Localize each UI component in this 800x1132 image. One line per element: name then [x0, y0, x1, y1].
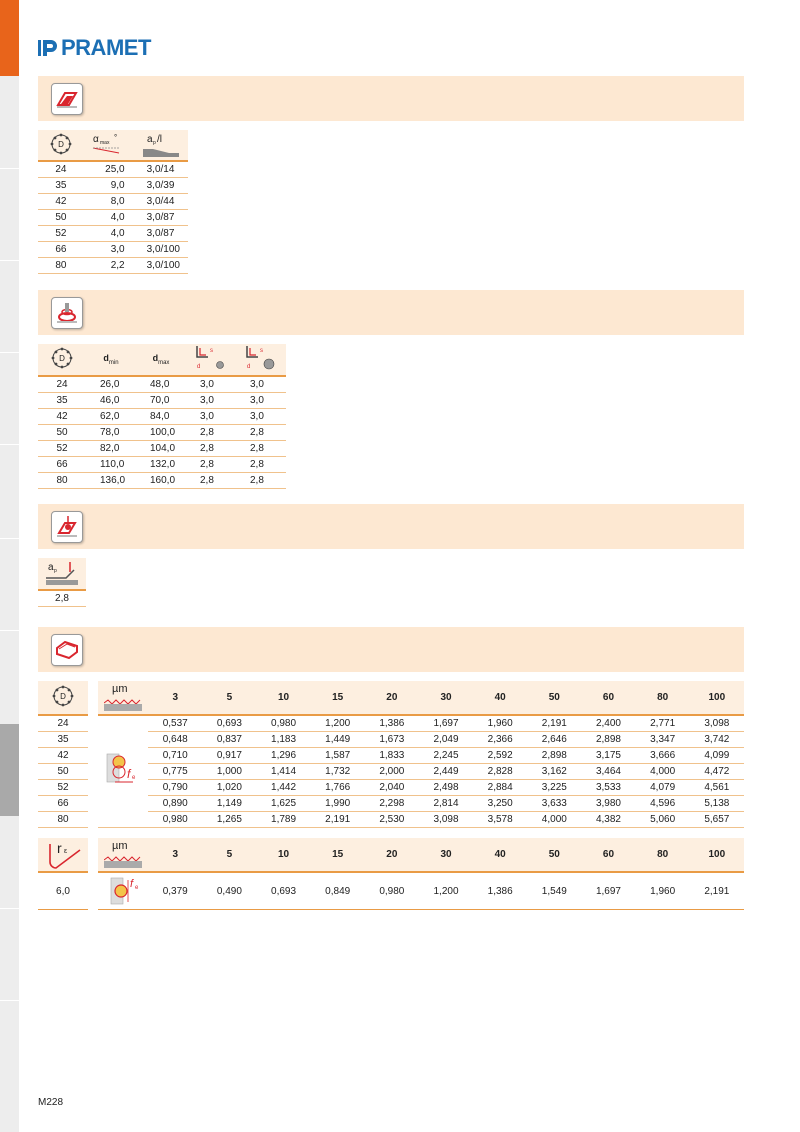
roughness-value-cell: 2,040: [365, 780, 419, 796]
roughness-value-cell: 0,980: [256, 715, 310, 732]
smax-dmax-header: [236, 344, 286, 376]
table-cell: 66: [38, 457, 86, 473]
svg-text:D: D: [59, 354, 65, 363]
table-cell: 80: [38, 258, 84, 274]
wiper-value-cell: 0,490: [202, 872, 256, 910]
roughness-column-header: 60: [581, 681, 635, 715]
roughness-value-cell: 0,890: [148, 796, 202, 812]
roughness-value-cell: 0,648: [148, 732, 202, 748]
table-row: [98, 764, 744, 780]
roughness-value-cell: 4,099: [690, 748, 744, 764]
table-row: [38, 258, 188, 274]
icon-spacer-cell: [98, 796, 148, 812]
roughness-table-body: [98, 715, 744, 828]
roughness-column-header: 20: [365, 681, 419, 715]
diameter-icon: [47, 132, 75, 156]
svg-text:/l: /l: [157, 133, 163, 145]
table-cell: 70,0: [136, 393, 186, 409]
table-cell: 48,0: [136, 376, 186, 393]
wiper-column-header: 20: [365, 838, 419, 872]
table-cell: 3,0/39: [135, 178, 188, 194]
corner-radius-icon: [46, 842, 84, 870]
table-row: [38, 732, 88, 748]
roughness-value-cell: 3,464: [581, 764, 635, 780]
wiper-value-cell: 0,693: [256, 872, 310, 910]
roughness-value-cell: 2,814: [419, 796, 473, 812]
ap-header: [38, 558, 86, 590]
surface-roughness-icon: [51, 634, 83, 666]
smax-dmin-header: [186, 344, 236, 376]
table-cell: 2,8: [186, 425, 236, 441]
side-tab-divider: [0, 908, 19, 909]
roughness-value-cell: 3,666: [636, 748, 690, 764]
roughness-value-cell: 1,587: [311, 748, 365, 764]
table-row: [38, 715, 88, 732]
wiper-column-header: 5: [202, 838, 256, 872]
helical-interpolation-icon: [51, 297, 83, 329]
dmax-header: [136, 344, 186, 376]
dmin-sub: min: [108, 359, 119, 366]
side-tab-divider: [0, 630, 19, 631]
smax-dmax-icon: [244, 344, 278, 372]
table-row: [38, 812, 88, 828]
table-cell: 2,8: [186, 441, 236, 457]
roughness-value-cell: 2,530: [365, 812, 419, 828]
table-row: [38, 409, 286, 425]
roughness-value-cell: 1,732: [311, 764, 365, 780]
roughness-value-cell: 2,498: [419, 780, 473, 796]
dmax-sub: max: [158, 359, 170, 366]
roughness-value-cell: 2,400: [581, 715, 635, 732]
roughness-value-cell: 3,533: [581, 780, 635, 796]
roughness-value-cell: 1,149: [202, 796, 256, 812]
table-row: [38, 473, 286, 489]
micron-unit: µm: [112, 683, 128, 695]
svg-text:p: p: [153, 139, 157, 146]
roughness-column-header: 100: [690, 681, 744, 715]
side-tab-active: [0, 0, 19, 76]
roughness-column-header: 50: [527, 681, 581, 715]
roughness-value-cell: 3,162: [527, 764, 581, 780]
table-cell: 84,0: [136, 409, 186, 425]
table-cell: 3,0/100: [135, 258, 188, 274]
feed-wiper-icon: [110, 876, 142, 906]
wiper-header-row: [98, 838, 744, 872]
table-cell: 35: [38, 393, 86, 409]
wiper-value-cell: 1,697: [581, 872, 635, 910]
roughness-value-cell: 4,079: [636, 780, 690, 796]
roughness-value-cell: 3,175: [581, 748, 635, 764]
roughness-value-cell: 1,442: [256, 780, 310, 796]
table-cell: 3,0/44: [135, 194, 188, 210]
roughness-value-cell: 1,833: [365, 748, 419, 764]
roughness-value-cell: 2,245: [419, 748, 473, 764]
table-row: [38, 376, 286, 393]
feed-per-tooth-icon: [106, 752, 138, 786]
roughness-value-cell: 1,000: [202, 764, 256, 780]
helical-table: [38, 344, 286, 489]
table-cell: 136,0: [86, 473, 136, 489]
table-cell: 62,0: [86, 409, 136, 425]
wiper-column-header: 10: [256, 838, 310, 872]
side-tab-current-section: [0, 724, 19, 816]
diameter-icon: [48, 346, 76, 370]
table-cell: 24: [38, 161, 84, 178]
wiper-column-header: 50: [527, 838, 581, 872]
table-cell: 78,0: [86, 425, 136, 441]
side-tab-divider: [0, 352, 19, 353]
table-row: [38, 457, 286, 473]
alpha-max-header: [84, 130, 135, 161]
wiper-column-header: 15: [311, 838, 365, 872]
side-tab-divider: [0, 168, 19, 169]
table-cell: 42: [38, 194, 84, 210]
table-cell: 46,0: [86, 393, 136, 409]
roughness-profile-icon: [104, 854, 142, 868]
roughness-value-cell: 4,382: [581, 812, 635, 828]
roughness-value-cell: 2,884: [473, 780, 527, 796]
roughness-value-cell: 2,592: [473, 748, 527, 764]
table-row: [38, 393, 286, 409]
fe-label: f: [127, 767, 131, 781]
wiper-column-header: 3: [148, 838, 202, 872]
roughness-value-cell: 4,596: [636, 796, 690, 812]
table-cell: 52: [38, 226, 84, 242]
table-row: [38, 796, 88, 812]
roughness-value-cell: 1,766: [311, 780, 365, 796]
table-row: [98, 812, 744, 828]
table-row: [38, 764, 88, 780]
roughness-diameter-body: [38, 715, 88, 828]
icon-spacer-cell: [98, 715, 148, 732]
table-cell: 3,0/87: [135, 226, 188, 242]
roughness-value-cell: 1,449: [311, 732, 365, 748]
roughness-value-cell: 1,296: [256, 748, 310, 764]
roughness-column-header: 80: [636, 681, 690, 715]
roughness-value-cell: 4,000: [636, 764, 690, 780]
table-cell: 9,0: [84, 178, 135, 194]
table-row: [38, 780, 88, 796]
roughness-value-cell: 5,060: [636, 812, 690, 828]
roughness-value-cell: 1,386: [365, 715, 419, 732]
table-cell: 3,0: [236, 393, 286, 409]
table-cell: 3,0: [186, 409, 236, 425]
diameter-cell: 66: [38, 796, 88, 812]
table-cell: 24: [38, 376, 86, 393]
diameter-header: [38, 344, 86, 376]
r-sub: ε: [64, 848, 68, 855]
wiper-value-cell: 0,379: [148, 872, 202, 910]
roughness-value-cell: 1,960: [473, 715, 527, 732]
table-cell: 50: [38, 425, 86, 441]
corner-radius-table: [38, 838, 88, 910]
svg-text:α: α: [93, 133, 100, 145]
plunging-table: [38, 558, 86, 607]
table-cell: 66: [38, 242, 84, 258]
roughness-value-cell: 2,191: [527, 715, 581, 732]
table-cell: 8,0: [84, 194, 135, 210]
wiper-values-row: [98, 872, 744, 910]
roughness-value-cell: 1,697: [419, 715, 473, 732]
diameter-header: [38, 681, 88, 715]
roughness-value-cell: 3,578: [473, 812, 527, 828]
side-tab-divider: [0, 1000, 19, 1001]
r-value: 6,0: [38, 872, 88, 910]
fe-label: f: [130, 878, 134, 890]
roughness-value-cell: 3,347: [636, 732, 690, 748]
roughness-diameter-table: [38, 681, 88, 828]
svg-text:s: s: [260, 348, 263, 354]
table-cell: 2,8: [186, 473, 236, 489]
wiper-column-header: 60: [581, 838, 635, 872]
wiper-value-cell: 1,386: [473, 872, 527, 910]
roughness-value-cell: 1,990: [311, 796, 365, 812]
diameter-symbol: D: [58, 139, 64, 149]
ramping-table: [38, 130, 188, 274]
dmin-header: [86, 344, 136, 376]
table-cell: 25,0: [84, 161, 135, 178]
wiper-value-cell: 1,200: [419, 872, 473, 910]
ramping-table-body: [38, 161, 188, 274]
side-tab-divider: [0, 260, 19, 261]
diameter-header: [38, 130, 84, 161]
roughness-column-header: 3: [148, 681, 202, 715]
table-cell: 2,8: [186, 457, 236, 473]
fe-sub: e: [135, 885, 139, 891]
diameter-cell: 42: [38, 748, 88, 764]
smax-dmin-icon: [194, 344, 228, 372]
roughness-value-cell: 3,980: [581, 796, 635, 812]
diameter-cell: 35: [38, 732, 88, 748]
table-cell: 3,0: [84, 242, 135, 258]
roughness-value-cell: 4,472: [690, 764, 744, 780]
micron-header: [98, 681, 148, 715]
table-cell: 2,8: [236, 441, 286, 457]
roughness-value-cell: 2,366: [473, 732, 527, 748]
table-cell: 104,0: [136, 441, 186, 457]
roughness-column-header: 15: [311, 681, 365, 715]
table-cell: 52: [38, 441, 86, 457]
side-tab-divider: [0, 538, 19, 539]
svg-text:d: d: [247, 364, 251, 370]
side-tab-divider: [0, 444, 19, 445]
table-cell: 3,0: [186, 376, 236, 393]
roughness-value-cell: 2,771: [636, 715, 690, 732]
roughness-value-cell: 3,225: [527, 780, 581, 796]
table-cell: 132,0: [136, 457, 186, 473]
table-cell: 82,0: [86, 441, 136, 457]
roughness-column-header: 5: [202, 681, 256, 715]
table-cell: 26,0: [86, 376, 136, 393]
roughness-value-cell: 2,298: [365, 796, 419, 812]
roughness-value-cell: 2,191: [311, 812, 365, 828]
svg-text:°: °: [114, 132, 118, 142]
roughness-value-cell: 1,673: [365, 732, 419, 748]
wiper-value-cell: 2,191: [690, 872, 744, 910]
wiper-feed-icon-cell: [98, 872, 148, 910]
ap-value: 2,8: [38, 590, 86, 607]
roughness-value-cell: 1,200: [311, 715, 365, 732]
roughness-value-cell: 2,828: [473, 764, 527, 780]
table-cell: 100,0: [136, 425, 186, 441]
roughness-value-cell: 1,020: [202, 780, 256, 796]
wiper-column-header: 30: [419, 838, 473, 872]
ramping-icon: [51, 83, 83, 115]
roughness-value-cell: 2,898: [581, 732, 635, 748]
svg-text:d: d: [197, 364, 201, 370]
roughness-column-header: 10: [256, 681, 310, 715]
plunging-icon: [51, 511, 83, 543]
table-row: [38, 178, 188, 194]
ap-l-header: [135, 130, 188, 161]
svg-text:s: s: [210, 348, 213, 354]
wiper-value-cell: 0,980: [365, 872, 419, 910]
table-cell: 3,0: [186, 393, 236, 409]
diameter-icon: [49, 684, 77, 708]
roughness-value-cell: 5,138: [690, 796, 744, 812]
roughness-value-cell: 3,633: [527, 796, 581, 812]
table-cell: 42: [38, 409, 86, 425]
table-cell: 80: [38, 473, 86, 489]
roughness-table: [98, 681, 744, 828]
table-row: [38, 242, 188, 258]
table-row: [38, 194, 188, 210]
roughness-value-cell: 0,537: [148, 715, 202, 732]
roughness-value-cell: 0,775: [148, 764, 202, 780]
wiper-value-cell: 1,549: [527, 872, 581, 910]
table-cell: 4,0: [84, 226, 135, 242]
roughness-value-cell: 2,000: [365, 764, 419, 780]
roughness-value-cell: 1,183: [256, 732, 310, 748]
table-row: [38, 226, 188, 242]
wiper-roughness-table: [98, 838, 744, 910]
svg-text:a: a: [147, 133, 153, 145]
brand-logo: [38, 36, 151, 60]
table-cell: 2,2: [84, 258, 135, 274]
svg-text:a: a: [48, 562, 54, 573]
wiper-column-header: 40: [473, 838, 527, 872]
diameter-cell: 24: [38, 715, 88, 732]
diameter-cell: 52: [38, 780, 88, 796]
side-tabs: [0, 0, 19, 1132]
ap-depth-icon: [44, 558, 80, 586]
roughness-profile-icon: [104, 697, 142, 711]
wiper-column-header: 100: [690, 838, 744, 872]
svg-text:D: D: [60, 692, 66, 701]
roughness-value-cell: 2,898: [527, 748, 581, 764]
roughness-value-cell: 2,646: [527, 732, 581, 748]
section-header-ramping: [38, 76, 744, 121]
section-header-plunging: [38, 504, 744, 549]
dmax-label: d: [152, 353, 159, 364]
table-cell: 2,8: [236, 473, 286, 489]
table-cell: 3,0/100: [135, 242, 188, 258]
table-row: [38, 748, 88, 764]
roughness-value-cell: 2,449: [419, 764, 473, 780]
table-row: [98, 780, 744, 796]
roughness-value-cell: 3,250: [473, 796, 527, 812]
table-cell: 3,0: [236, 409, 286, 425]
table-cell: 3,0/87: [135, 210, 188, 226]
table-cell: 3,0: [236, 376, 286, 393]
roughness-header-row: [98, 681, 744, 715]
roughness-value-cell: 2,049: [419, 732, 473, 748]
wiper-column-header: 80: [636, 838, 690, 872]
page-number: M228: [38, 1097, 64, 1108]
table-row: [38, 210, 188, 226]
table-row: [38, 441, 286, 457]
roughness-value-cell: 3,098: [690, 715, 744, 732]
wiper-value-cell: 0,849: [311, 872, 365, 910]
icon-spacer-cell: [98, 812, 148, 828]
micron-header: [98, 838, 148, 872]
fe-sub: e: [132, 775, 136, 781]
roughness-value-cell: 1,625: [256, 796, 310, 812]
table-cell: 4,0: [84, 210, 135, 226]
svg-text:max: max: [100, 139, 110, 146]
roughness-value-cell: 3,742: [690, 732, 744, 748]
table-cell: 2,8: [236, 457, 286, 473]
roughness-value-cell: 1,265: [202, 812, 256, 828]
micron-unit: µm: [112, 840, 128, 852]
diameter-cell: 80: [38, 812, 88, 828]
table-cell: 35: [38, 178, 84, 194]
ap-l-icon: [141, 131, 181, 157]
roughness-value-cell: 0,917: [202, 748, 256, 764]
roughness-value-cell: 4,561: [690, 780, 744, 796]
roughness-column-header: 40: [473, 681, 527, 715]
wiper-value-cell: 1,960: [636, 872, 690, 910]
roughness-value-cell: 0,790: [148, 780, 202, 796]
dmin-label: d: [103, 353, 109, 364]
pramet-logo-icon: [38, 38, 58, 58]
table-cell: 3,0/14: [135, 161, 188, 178]
r-label: r: [57, 840, 62, 856]
ramp-angle-icon: [89, 131, 129, 157]
table-row: [98, 732, 744, 748]
table-cell: 160,0: [136, 473, 186, 489]
roughness-value-cell: 0,710: [148, 748, 202, 764]
section-header-surface-roughness: [38, 627, 744, 672]
roughness-value-cell: 1,414: [256, 764, 310, 780]
roughness-value-cell: 0,980: [148, 812, 202, 828]
roughness-value-cell: 0,837: [202, 732, 256, 748]
helical-table-body: [38, 376, 286, 489]
roughness-column-header: 30: [419, 681, 473, 715]
icon-spacer-cell: [98, 732, 148, 748]
brand-name: PRAMET: [61, 35, 151, 60]
table-row: [98, 748, 744, 764]
section-header-helical: [38, 290, 744, 335]
roughness-value-cell: 5,657: [690, 812, 744, 828]
svg-text:p: p: [54, 568, 57, 574]
table-cell: 2,8: [236, 425, 286, 441]
table-row: [38, 161, 188, 178]
table-row: [98, 796, 744, 812]
table-cell: 110,0: [86, 457, 136, 473]
roughness-value-cell: 3,098: [419, 812, 473, 828]
corner-radius-header: [38, 838, 88, 872]
table-row: [98, 715, 744, 732]
roughness-value-cell: 1,789: [256, 812, 310, 828]
table-cell: 50: [38, 210, 84, 226]
roughness-value-cell: 0,693: [202, 715, 256, 732]
roughness-value-cell: 4,000: [527, 812, 581, 828]
diameter-cell: 50: [38, 764, 88, 780]
table-row: [38, 425, 286, 441]
